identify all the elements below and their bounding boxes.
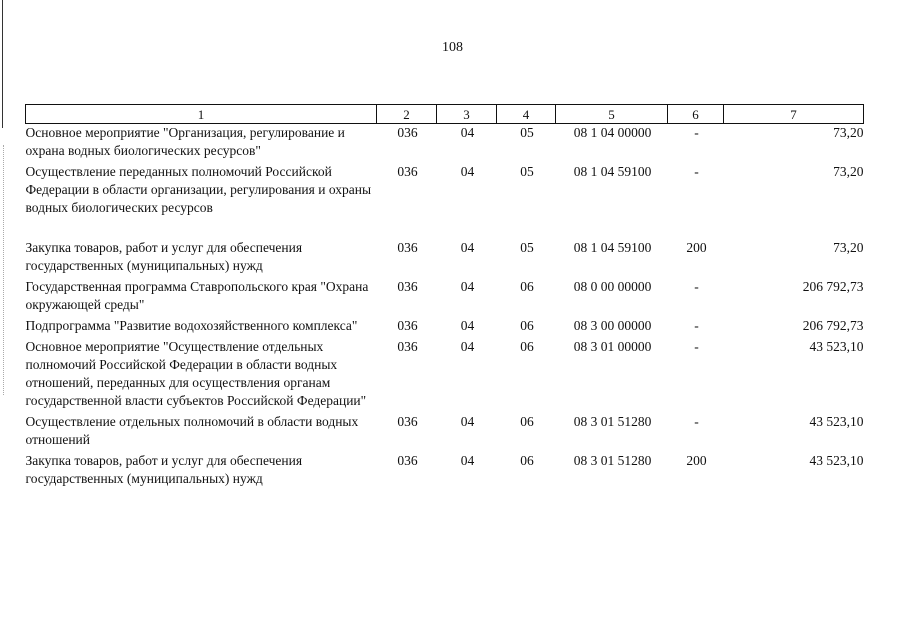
table-row xyxy=(26,163,864,239)
row-subsection-code: 06 xyxy=(520,453,534,468)
row-expense-type: - xyxy=(694,414,699,429)
row-amount: 206 792,73 xyxy=(802,318,864,333)
row-expense-type: - xyxy=(694,339,699,354)
row-name: Государственная программа Ставропольского края "Охрана окружающей среды" xyxy=(25,279,369,312)
row-amount: 73,20 xyxy=(833,125,864,140)
row-ministry-code: 036 xyxy=(397,240,418,255)
table-row xyxy=(26,338,864,413)
table-row xyxy=(26,124,864,164)
header-col-1: 1 xyxy=(26,105,377,124)
row-amount: 73,20 xyxy=(833,164,864,179)
budget-table xyxy=(25,104,864,491)
row-subsection-code: 06 xyxy=(520,279,534,294)
header-col-6: 6 xyxy=(668,105,724,124)
row-section-code: 04 xyxy=(460,414,475,429)
header-row xyxy=(26,105,864,124)
table-row xyxy=(26,317,864,338)
row-ministry-code: 036 xyxy=(397,318,418,333)
row-section-code: 04 xyxy=(460,240,475,255)
row-target-code: 08 0 00 00000 xyxy=(573,279,652,294)
row-expense-type: - xyxy=(694,125,699,140)
row-amount: 43 523,10 xyxy=(809,339,864,354)
left-margin-dots xyxy=(3,145,5,395)
row-ministry-code: 036 xyxy=(397,125,418,140)
row-target-code: 08 3 01 51280 xyxy=(573,453,652,468)
row-expense-type: - xyxy=(694,164,699,179)
row-name: Основное мероприятие "Организация, регулирование и охрана водных биологических ресурсов" xyxy=(25,125,345,158)
row-name: Подпрограмма "Развитие водохозяйственного комплекса" xyxy=(25,318,358,333)
row-amount: 73,20 xyxy=(833,240,864,255)
row-subsection-code: 06 xyxy=(520,339,534,354)
row-section-code: 04 xyxy=(460,339,475,354)
row-ministry-code: 036 xyxy=(397,339,418,354)
header-col-3: 3 xyxy=(437,105,497,124)
row-subsection-code: 06 xyxy=(520,414,534,429)
row-expense-type: 200 xyxy=(686,453,707,468)
row-ministry-code: 036 xyxy=(397,414,418,429)
row-section-code: 04 xyxy=(460,279,475,294)
row-subsection-code: 05 xyxy=(520,240,534,255)
header-col-5: 5 xyxy=(556,105,668,124)
row-name: Осуществление отдельных полномочий в области водных отношений xyxy=(25,414,359,447)
header-col-2: 2 xyxy=(377,105,437,124)
page-number: 108 xyxy=(442,40,463,55)
row-subsection-code: 06 xyxy=(520,318,534,333)
row-section-code: 04 xyxy=(460,318,475,333)
row-target-code: 08 3 01 00000 xyxy=(573,339,652,354)
row-ministry-code: 036 xyxy=(397,164,418,179)
row-ministry-code: 036 xyxy=(397,279,418,294)
row-section-code: 04 xyxy=(460,164,475,179)
table-row xyxy=(26,239,864,278)
row-section-code: 04 xyxy=(460,125,475,140)
table-row xyxy=(26,452,864,491)
row-ministry-code: 036 xyxy=(397,453,418,468)
row-expense-type: - xyxy=(694,318,699,333)
table-row xyxy=(26,278,864,317)
row-amount: 43 523,10 xyxy=(809,453,864,468)
row-subsection-code: 05 xyxy=(520,125,534,140)
row-section-code: 04 xyxy=(460,453,475,468)
row-target-code: 08 3 00 00000 xyxy=(573,318,652,333)
row-amount: 43 523,10 xyxy=(809,414,864,429)
table-row xyxy=(26,413,864,452)
row-name: Закупка товаров, работ и услуг для обеспечения государственных (муниципальных) нужд xyxy=(25,453,303,486)
row-subsection-code: 05 xyxy=(520,164,534,179)
row-target-code: 08 3 01 51280 xyxy=(573,414,652,429)
row-name: Закупка товаров, работ и услуг для обеспечения государственных (муниципальных) нужд xyxy=(25,240,303,273)
row-name: Основное мероприятие "Осуществление отдельных полномочий Российской Федерации в области водных отношений, переданных для осуществления органам государственной власти субъектов Российской Федерации" xyxy=(25,339,367,408)
row-expense-type: 200 xyxy=(686,240,707,255)
row-amount: 206 792,73 xyxy=(802,279,864,294)
row-target-code: 08 1 04 59100 xyxy=(573,240,652,255)
header-col-4: 4 xyxy=(497,105,556,124)
row-expense-type: - xyxy=(694,279,699,294)
left-margin-line xyxy=(2,0,3,128)
row-target-code: 08 1 04 59100 xyxy=(573,164,652,179)
row-target-code: 08 1 04 00000 xyxy=(573,125,652,140)
row-name: Осуществление переданных полномочий Российской Федерации в области организации, регулирования и охраны водных биологических ресурсов xyxy=(25,164,372,215)
header-col-7: 7 xyxy=(724,105,864,124)
